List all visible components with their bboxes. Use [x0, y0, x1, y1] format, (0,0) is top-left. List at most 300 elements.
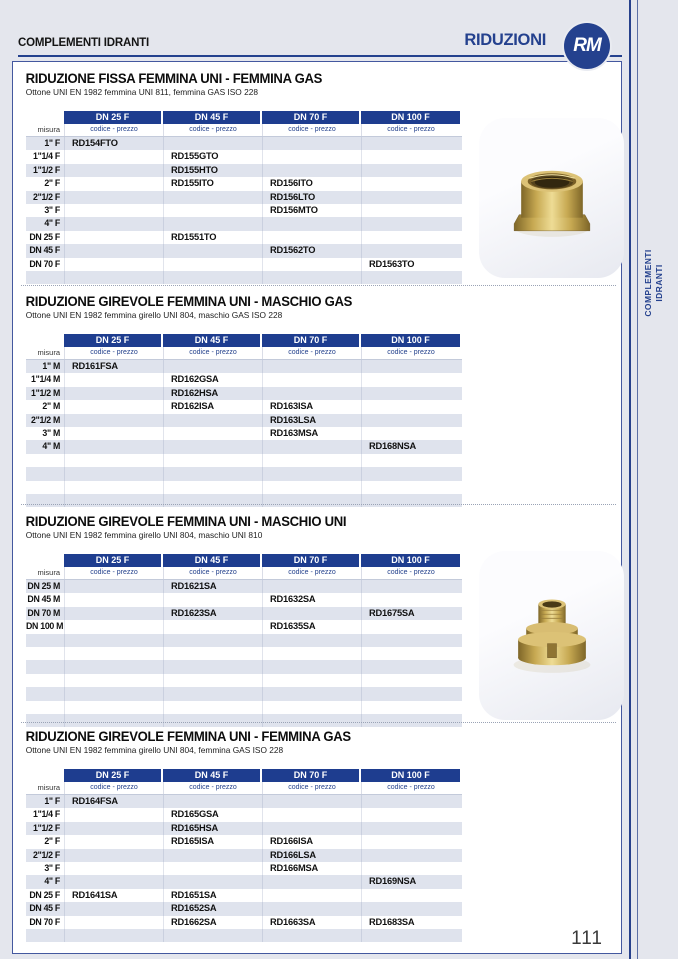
product-code-cell [64, 593, 163, 606]
table-row [26, 494, 462, 507]
table-row [26, 231, 462, 244]
column-header: DN 25 F [64, 554, 163, 567]
breadcrumb-category: COMPLEMENTI IDRANTI [18, 37, 149, 49]
product-code-cell [262, 387, 361, 400]
product-code-cell [262, 137, 361, 150]
row-measure-label: 4" F [44, 876, 60, 887]
measure-column-label: misura [37, 568, 60, 577]
product-code-cell: RD162HSA [163, 387, 262, 400]
product-code-cell [64, 580, 163, 593]
product-code-cell [361, 795, 460, 808]
table-subheader-row [26, 567, 462, 580]
product-code-cell [64, 400, 163, 413]
product-code-cell [262, 164, 361, 177]
product-code-cell [262, 150, 361, 163]
table-row [26, 440, 462, 453]
product-code-cell [163, 454, 262, 467]
product-code-cell [361, 360, 460, 373]
fixed-female-uni-female-gas-fitting-photo [504, 150, 600, 246]
column-subheader: codice - prezzo [361, 782, 460, 794]
measure-column-spacer [26, 554, 64, 567]
product-code-cell: RD1621SA [163, 580, 262, 593]
product-code-cell: RD155ITO [163, 177, 262, 190]
table-row [26, 674, 462, 687]
row-measure-label [26, 494, 64, 507]
column-header: DN 70 F [262, 111, 361, 124]
row-measure-label [26, 701, 64, 714]
row-measure-label [26, 467, 64, 480]
row-measure-label: 2"1/2 F [32, 191, 60, 202]
column-subheader: codice - prezzo [64, 124, 163, 136]
table-row [26, 481, 462, 494]
row-measure-label: DN 70 F [29, 258, 60, 269]
product-code-cell [361, 150, 460, 163]
column-subheader: codice - prezzo [64, 347, 163, 359]
table-body [26, 137, 462, 284]
product-section [13, 729, 621, 942]
product-code-cell [262, 660, 361, 673]
product-code-cell [361, 674, 460, 687]
table-body [26, 360, 462, 507]
product-code-cell [361, 620, 460, 633]
product-code-cell [163, 191, 262, 204]
column-header: DN 70 F [262, 769, 361, 782]
row-measure-label [26, 687, 64, 700]
product-code-cell [262, 902, 361, 915]
product-code-cell [64, 822, 163, 835]
row-measure-label: 1" F [44, 796, 60, 806]
product-code-cell [64, 647, 163, 660]
row-measure-label [26, 481, 64, 494]
table-row [26, 701, 462, 714]
column-subheader: codice - prezzo [163, 124, 262, 136]
product-code-cell: RD1675SA [361, 607, 460, 620]
product-code-cell [262, 795, 361, 808]
section-divider [21, 504, 616, 505]
row-measure-label: 2"1/2 M [31, 414, 60, 425]
product-code-cell [262, 454, 361, 467]
row-measure-label [26, 647, 64, 660]
page-number: 111 [571, 928, 603, 949]
column-subheader: codice - prezzo [163, 567, 262, 579]
product-code-cell [163, 620, 262, 633]
table-row [26, 902, 462, 915]
product-code-cell: RD162ISA [163, 400, 262, 413]
row-measure-label: 3" M [42, 427, 60, 438]
product-code-cell: RD1623SA [163, 607, 262, 620]
table-row [26, 177, 462, 190]
table-header-row [26, 554, 462, 567]
product-code-cell [262, 607, 361, 620]
page-section-title: RIDUZIONI [464, 31, 546, 49]
product-code-cell: RD165HSA [163, 822, 262, 835]
row-measure-label: 1"1/4 F [32, 809, 60, 820]
measure-column-label: misura [37, 348, 60, 357]
product-code-cell [361, 427, 460, 440]
product-code-cell [64, 714, 163, 727]
column-subheader: codice - prezzo [262, 347, 361, 359]
product-section [13, 71, 621, 284]
row-measure-label [26, 714, 64, 727]
measure-column-spacer [26, 334, 64, 347]
product-code-cell [64, 164, 163, 177]
product-code-cell [262, 822, 361, 835]
product-code-cell: RD1562TO [262, 244, 361, 257]
product-code-cell [163, 634, 262, 647]
column-header: DN 100 F [361, 554, 460, 567]
table-row [26, 889, 462, 902]
product-code-cell [64, 414, 163, 427]
section-title: RIDUZIONE GIREVOLE FEMMINA UNI - MASCHIO GAS [25, 294, 353, 309]
table-row [26, 400, 462, 413]
product-code-cell [262, 481, 361, 494]
product-code-cell [163, 687, 262, 700]
row-measure-label: DN 100 M [26, 621, 64, 632]
product-code-cell [361, 808, 460, 821]
product-table [26, 111, 462, 284]
measure-column-label: misura [37, 125, 60, 134]
product-code-cell [64, 427, 163, 440]
product-code-cell [361, 244, 460, 257]
product-code-cell [163, 862, 262, 875]
product-code-cell [64, 231, 163, 244]
product-code-cell [262, 217, 361, 230]
table-row [26, 607, 462, 620]
product-code-cell [262, 580, 361, 593]
product-code-cell: RD162GSA [163, 373, 262, 386]
product-section [13, 294, 621, 507]
product-code-cell [64, 204, 163, 217]
product-code-cell [262, 373, 361, 386]
rm-logo [564, 23, 610, 69]
product-code-cell [163, 258, 262, 271]
product-code-cell [361, 231, 460, 244]
row-measure-label: 4" F [44, 218, 60, 229]
product-code-cell [163, 674, 262, 687]
section-subtitle: Ottone UNI EN 1982 femmina girello UNI 804, femmina GAS ISO 228 [25, 745, 284, 755]
product-code-cell [163, 593, 262, 606]
section-subtitle: Ottone UNI EN 1982 femmina UNI 811, femmina GAS ISO 228 [25, 87, 258, 97]
product-code-cell [64, 494, 163, 507]
product-code-cell [64, 373, 163, 386]
product-code-cell [361, 414, 460, 427]
product-code-cell [64, 902, 163, 915]
product-code-cell [163, 660, 262, 673]
column-header: DN 100 F [361, 111, 460, 124]
row-measure-label [26, 660, 64, 673]
sidebar-vertical-label [643, 213, 665, 353]
product-code-cell: RD155HTO [163, 164, 262, 177]
table-header-row [26, 334, 462, 347]
product-code-cell: RD165ISA [163, 835, 262, 848]
product-code-cell [163, 875, 262, 888]
table-subheader-row [26, 347, 462, 360]
column-header: DN 100 F [361, 334, 460, 347]
product-code-cell: RD1635SA [262, 620, 361, 633]
row-measure-label: 1"1/4 F [32, 151, 60, 162]
column-header: DN 70 F [262, 554, 361, 567]
table-row [26, 217, 462, 230]
column-subheader: codice - prezzo [163, 347, 262, 359]
product-code-cell [64, 481, 163, 494]
product-code-cell [361, 849, 460, 862]
table-row [26, 580, 462, 593]
table-row [26, 150, 462, 163]
product-code-cell [163, 440, 262, 453]
product-code-cell [361, 701, 460, 714]
column-subheader: codice - prezzo [361, 567, 460, 579]
row-measure-label: DN 70 M [27, 607, 60, 618]
product-code-cell [262, 701, 361, 714]
section-divider [21, 722, 616, 723]
product-code-cell: RD1632SA [262, 593, 361, 606]
product-code-cell: RD163ISA [262, 400, 361, 413]
product-code-cell [64, 387, 163, 400]
product-code-cell: RD169NSA [361, 875, 460, 888]
row-measure-label: 1"1/2 F [32, 822, 60, 833]
row-measure-label: 2" F [44, 178, 60, 189]
product-code-cell [64, 916, 163, 929]
product-code-cell [64, 191, 163, 204]
product-code-cell [163, 849, 262, 862]
product-code-cell [163, 204, 262, 217]
product-code-cell [64, 440, 163, 453]
column-header: DN 45 F [163, 111, 262, 124]
product-code-cell: RD156MTO [262, 204, 361, 217]
section-subtitle: Ottone UNI EN 1982 femmina girello UNI 804, maschio GAS ISO 228 [25, 310, 283, 320]
product-code-cell [361, 929, 460, 942]
product-code-cell [361, 593, 460, 606]
table-row [26, 467, 462, 480]
product-code-cell [64, 808, 163, 821]
table-body [26, 580, 462, 727]
product-table [26, 769, 462, 942]
measure-column-spacer [26, 769, 64, 782]
table-row [26, 929, 462, 942]
product-code-cell [64, 217, 163, 230]
product-code-cell: RD156ITO [262, 177, 361, 190]
product-section [13, 514, 621, 727]
row-measure-label: 3" F [44, 204, 60, 215]
product-code-cell [262, 440, 361, 453]
product-code-cell [361, 454, 460, 467]
product-code-cell [262, 647, 361, 660]
product-code-cell [361, 467, 460, 480]
product-code-cell [64, 150, 163, 163]
product-code-cell [262, 889, 361, 902]
table-row [26, 258, 462, 271]
table-row [26, 634, 462, 647]
column-header: DN 25 F [64, 111, 163, 124]
product-code-cell [361, 687, 460, 700]
row-measure-label: 1" F [44, 138, 60, 148]
row-measure-label: 2" F [44, 836, 60, 847]
column-subheader: codice - prezzo [262, 567, 361, 579]
section-divider [21, 285, 616, 286]
row-measure-label: 1" M [42, 361, 60, 371]
measure-column-label: misura [37, 783, 60, 792]
row-measure-label: 2"1/2 F [32, 849, 60, 860]
table-row [26, 822, 462, 835]
table-subheader-row [26, 782, 462, 795]
product-code-cell: RD164FSA [64, 795, 163, 808]
product-code-cell [64, 687, 163, 700]
table-row [26, 687, 462, 700]
product-code-cell [64, 467, 163, 480]
product-code-cell [64, 271, 163, 284]
product-code-cell [361, 822, 460, 835]
product-code-cell [361, 217, 460, 230]
table-row [26, 164, 462, 177]
product-code-cell [163, 481, 262, 494]
product-code-cell [361, 889, 460, 902]
product-code-cell [361, 660, 460, 673]
product-code-cell: RD154FTO [64, 137, 163, 150]
sidebar-label-line1: COMPLEMENTI [643, 249, 653, 317]
table-row [26, 271, 462, 284]
product-code-cell [163, 795, 262, 808]
table-row [26, 373, 462, 386]
product-code-cell [163, 714, 262, 727]
product-code-cell: RD166LSA [262, 849, 361, 862]
product-code-cell: RD1651SA [163, 889, 262, 902]
table-row [26, 916, 462, 929]
product-code-cell [262, 674, 361, 687]
table-row [26, 620, 462, 633]
column-subheader: codice - prezzo [262, 124, 361, 136]
table-row [26, 427, 462, 440]
column-header: DN 45 F [163, 769, 262, 782]
table-row [26, 204, 462, 217]
table-body [26, 795, 462, 942]
product-code-cell [361, 271, 460, 284]
product-code-cell [163, 427, 262, 440]
product-code-cell [163, 929, 262, 942]
product-code-cell [361, 373, 460, 386]
product-code-cell [64, 875, 163, 888]
product-code-cell [64, 929, 163, 942]
product-code-cell [262, 258, 361, 271]
product-code-cell: RD163LSA [262, 414, 361, 427]
column-header: DN 100 F [361, 769, 460, 782]
product-table [26, 554, 462, 727]
row-measure-label: 1"1/2 F [32, 164, 60, 175]
row-measure-label: DN 70 F [29, 916, 60, 927]
sidebar-rule-outer [629, 0, 631, 959]
product-code-cell [64, 660, 163, 673]
table-row [26, 414, 462, 427]
section-title: RIDUZIONE GIREVOLE FEMMINA UNI - FEMMINA GAS [25, 729, 351, 744]
product-code-cell: RD1563TO [361, 258, 460, 271]
product-code-cell: RD1663SA [262, 916, 361, 929]
table-header-row [26, 111, 462, 124]
product-code-cell: RD1551TO [163, 231, 262, 244]
row-measure-label [26, 929, 64, 942]
product-code-cell [262, 687, 361, 700]
section-subtitle: Ottone UNI EN 1982 femmina girello UNI 804, maschio UNI 810 [25, 530, 263, 540]
product-photo-panel [479, 118, 624, 278]
product-table [26, 334, 462, 507]
product-code-cell [361, 137, 460, 150]
product-code-cell: RD1662SA [163, 916, 262, 929]
row-measure-label: 1"1/2 M [31, 387, 60, 398]
row-measure-label: DN 25 M [27, 581, 60, 591]
column-header: DN 45 F [163, 334, 262, 347]
product-code-cell [361, 387, 460, 400]
table-row [26, 647, 462, 660]
product-code-cell [262, 929, 361, 942]
product-code-cell [163, 244, 262, 257]
table-row [26, 808, 462, 821]
product-code-cell [262, 360, 361, 373]
section-title: RIDUZIONE GIREVOLE FEMMINA UNI - MASCHIO UNI [25, 514, 347, 529]
column-subheader: codice - prezzo [262, 782, 361, 794]
table-header-row [26, 769, 462, 782]
table-row [26, 191, 462, 204]
row-measure-label: 2" M [42, 401, 60, 412]
column-header: DN 70 F [262, 334, 361, 347]
table-row [26, 835, 462, 848]
product-code-cell [361, 647, 460, 660]
column-header: DN 25 F [64, 769, 163, 782]
product-code-cell [163, 414, 262, 427]
product-code-cell [64, 607, 163, 620]
sidebar-rule-inner [637, 0, 638, 959]
table-row [26, 849, 462, 862]
product-code-cell [64, 849, 163, 862]
content-panel [12, 61, 622, 954]
product-code-cell [64, 258, 163, 271]
product-code-cell [262, 714, 361, 727]
column-subheader: codice - prezzo [163, 782, 262, 794]
table-row [26, 454, 462, 467]
product-code-cell [64, 244, 163, 257]
sidebar-label-line2: IDRANTI [653, 264, 664, 302]
product-code-cell [361, 191, 460, 204]
product-code-cell [64, 620, 163, 633]
column-header: DN 45 F [163, 554, 262, 567]
rm-logo-text: RM [573, 35, 601, 56]
product-code-cell [64, 835, 163, 848]
product-code-cell [64, 177, 163, 190]
section-title: RIDUZIONE FISSA FEMMINA UNI - FEMMINA GAS [25, 71, 323, 86]
column-subheader: codice - prezzo [64, 782, 163, 794]
product-code-cell [361, 177, 460, 190]
row-measure-label: 1"1/4 M [31, 374, 60, 385]
product-code-cell [361, 580, 460, 593]
product-code-cell: RD166ISA [262, 835, 361, 848]
column-subheader: codice - prezzo [361, 124, 460, 136]
product-code-cell [361, 714, 460, 727]
product-code-cell [262, 875, 361, 888]
product-code-cell: RD166MSA [262, 862, 361, 875]
product-code-cell [262, 271, 361, 284]
product-code-cell [64, 701, 163, 714]
table-row [26, 862, 462, 875]
column-header: DN 25 F [64, 334, 163, 347]
product-code-cell [361, 634, 460, 647]
table-row [26, 593, 462, 606]
header-divider [18, 55, 622, 57]
row-measure-label: DN 25 F [29, 231, 60, 242]
product-code-cell [163, 217, 262, 230]
table-row [26, 360, 462, 373]
product-code-cell [163, 137, 262, 150]
product-code-cell: RD1652SA [163, 902, 262, 915]
product-code-cell: RD168NSA [361, 440, 460, 453]
product-code-cell: RD1641SA [64, 889, 163, 902]
product-code-cell [262, 467, 361, 480]
